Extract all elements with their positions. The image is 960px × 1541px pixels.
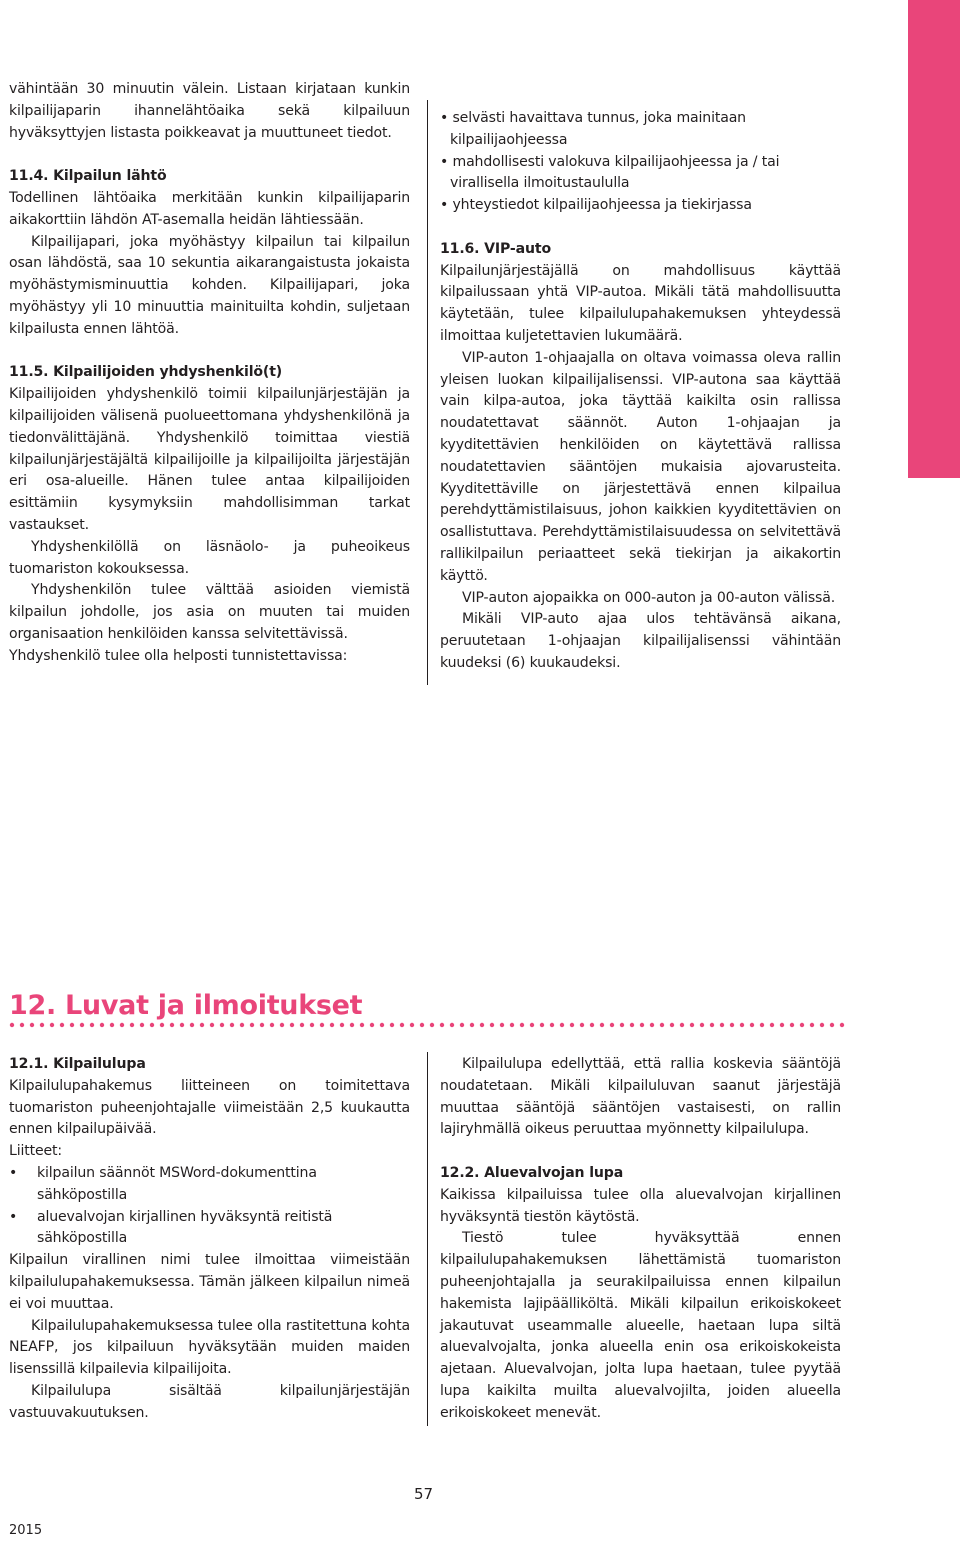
paragraph: Todellinen lähtöaika merkitään kunkin kilpailijaparin aikakorttiin lähdön AT-asemalla heidän lähtiessään.	[9, 189, 410, 228]
intro-paragraph: vähintään 30 minuutin välein. Listaan kirjataan kunkin kilpailijaparin ihannelähtöaika sekä kilpailuun hyväksyttyjen listasta poikkeavat ja muuttuneet tiedot.	[9, 81, 410, 141]
heading-12-2: 12.2. Aluevalvojan lupa	[440, 1164, 624, 1181]
paragraph: Kilpailulupahakemus liitteineen on toimitettava tuomariston puheenjohtajalle viimeistään 2,5 kuukautta ennen kilpailupäivää.	[9, 1077, 410, 1138]
paragraph: Kilpailunjärjestäjällä on mahdollisuus käyttää kilpailussaan yhtä VIP-autoa. Mikäli tätä mahdollisuutta käytetään, tulee kilpailulupahakemuksen yhteydessä ilmoittaa kuljetettavien lukumäärä.	[440, 262, 841, 344]
heading-11-4: 11.4. Kilpailun lähtö	[9, 168, 167, 185]
heading-12-1: 12.1. Kilpailulupa	[9, 1056, 146, 1072]
left-column-bottom	[9, 1054, 410, 1425]
paragraph: VIP-auton 1-ohjaajalla on oltava voimassa oleva rallin yleisen luokan kilpailijalisenssi. VIP-autona saa käyttää vain kilpa-autoa, joka täyttää kaikilta osin rallissa noudatettavat säännöt. Auton 1-ohjaajan ja kyyditettävien henkilöiden on käytettävä rallissa noudatettavien sääntöjen mukaisia ajovarusteita. Kyyditettäville on järjestettävä ennen kilpailua perehdyttämistilaisuus, johon kaikkien kyyditettävien on osallistuttava. Perehdyttämistilaisuudessa on selvitettävä rallikilpailun periaatteet sekä tiekirjan ja aikakortin käyttö.	[440, 349, 841, 584]
column-divider	[427, 1052, 428, 1426]
list-item: • aluevalvojan kirjallinen hyväksyntä reitistä sähköpostilla	[9, 1208, 333, 1247]
section-title: 12. Luvat ja ilmoitukset	[9, 990, 363, 1021]
paragraph: Mikäli VIP-auto ajaa ulos tehtävänsä aikana, peruutetaan 1-ohjaajan kilpailijalisenssi vähintään kuudeksi (6) kuukaudeksi.	[440, 611, 841, 671]
bullet-mark: •	[9, 1164, 18, 1181]
paragraph: Yhdyshenkilö tulee olla helposti tunnistettavissa:	[9, 647, 348, 664]
dotted-rule	[9, 1021, 849, 1029]
right-column-top	[440, 108, 841, 675]
footer-year: 2015	[9, 1523, 43, 1538]
paragraph: Kilpailulupa sisältää kilpailunjärjestäjän vastuuvakuutuksen.	[9, 1382, 410, 1421]
paragraph: Kilpailun virallinen nimi tulee ilmoittaa viimeistään kilpailulupahakemuksessa. Tämän jälkeen kilpailun nimeä ei voi muuttaa.	[9, 1252, 410, 1312]
bullet-mark: •	[9, 1208, 18, 1225]
heading-11-5: 11.5. Kilpailijoiden yhdyshenkilö(t)	[9, 364, 283, 381]
heading-11-6: 11.6. VIP-auto	[440, 240, 551, 257]
chapter-tab	[908, 0, 960, 478]
right-column-bottom	[440, 1054, 841, 1425]
paragraph: Kilpailijoiden yhdyshenkilö toimii kilpailunjärjestäjän ja kilpailijoiden välisenä puolueettomana yhdyshenkilönä ja tiedonvälittäjänä. Yhdyshenkilö toimittaa viestiä kilpailunjärjestäjältä kilpailijoille ja kilpailijoilta järjestäjän eri osa-alueille. Hänen tulee antaa kilpailijoiden esittämiin kysymyksiin mahdollisimman tarkat vastaukset.	[9, 386, 410, 533]
paragraph: Yhdyshenkilöllä on läsnäolo- ja puheoikeus tuomariston kokouksessa.	[9, 538, 410, 577]
column-divider	[427, 100, 428, 685]
list-item: • mahdollisesti valokuva kilpailijaohjeessa ja / tai virallisella ilmoitustaululla	[440, 153, 780, 192]
list-item: • selvästi havaittava tunnus, joka mainitaan kilpailijaohjeessa	[440, 110, 746, 148]
paragraph: Yhdyshenkilön tulee välttää asioiden viemistä kilpailun johdolle, jos asia on muuten tai muiden organisaation henkilöiden kanssa selvitettävissä.	[9, 582, 410, 642]
paragraph: Kilpailulupa edellyttää, että rallia koskevia sääntöjä noudatetaan. Mikäli kilpailuluvan saanut järjestäjä muuttaa sääntöjä sääntöjen vastaisesti, on rallin lajiryhmällä oikeus peruuttaa myönnetty kilpailulupa.	[440, 1056, 841, 1138]
list-item: • yhteystiedot kilpailijaohjeessa ja tiekirjassa	[440, 197, 752, 214]
page-number: 57	[414, 1485, 434, 1503]
paragraph: Kaikissa kilpailuissa tulee olla aluevalvojan kirjallinen hyväksyntä tiestön käytöstä.	[440, 1186, 841, 1225]
list-item: • kilpailun säännöt MSWord-dokumenttina sähköpostilla	[9, 1164, 317, 1203]
paragraph: VIP-auton ajopaikka on 000-auton ja 00-auton välissä.	[462, 589, 836, 606]
paragraph: Liitteet:	[9, 1143, 63, 1160]
paragraph: Kilpailijapari, joka myöhästyy kilpailun tai kilpailun osan lähdöstä, saa 10 sekuntia aikarangaistusta jokaista myöhästymisminuuttia kohden. Kilpailijapari, joka myöhästyy yli 10 minuuttia mainituilta kohdin, suljetaan kilpailusta ennen lähtöä.	[9, 233, 410, 337]
paragraph: Kilpailulupahakemuksessa tulee olla rastitettuna kohta NEAFP, jos kilpailuun hyväksytään muiden maiden lisenssillä kilpailevia kilpailijoita.	[9, 1317, 410, 1378]
left-column-top	[9, 79, 410, 668]
paragraph: Tiestö tulee hyväksyttää ennen kilpailulupahakemuksen lähettämistä tuomariston puheenjohtajalla ja seurakilpailuissa ennen kilpailun hakemista lajipäälliköltä. Mikäli kilpailun erikoiskokeet jakautuvat useammalle alueelle, haetaan lupa siltä aluevalvojalta, jonka alueella enin osa erikoiskokeista ajetaan. Aluevalvojan, jolta lupa haetaan, tulee pyytää lupa kaikilta muilta aluevalvojilta, joiden alueella erikoiskokeet menevät.	[440, 1230, 841, 1421]
